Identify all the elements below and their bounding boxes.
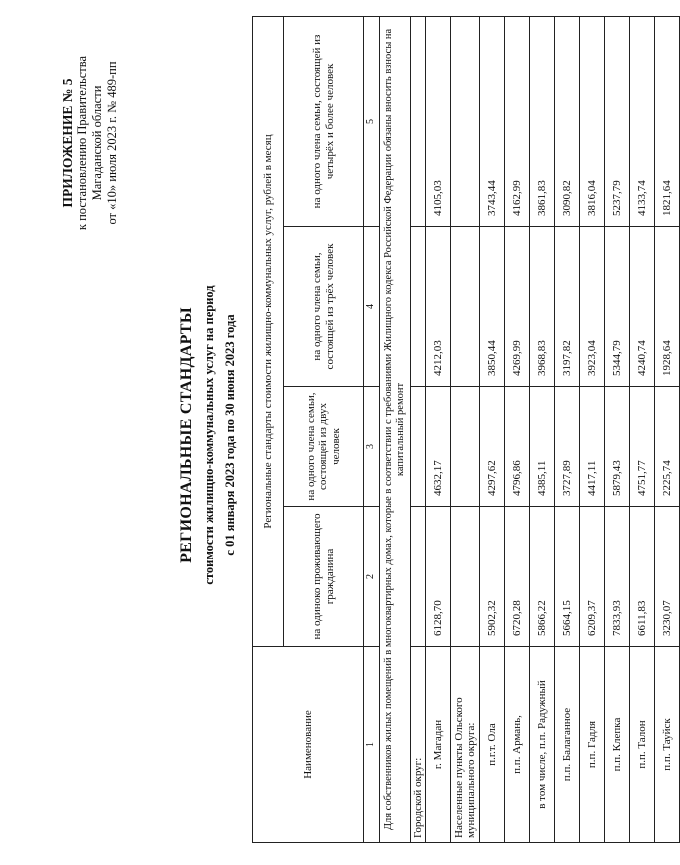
column-number: 4 xyxy=(364,227,380,387)
empty-cell xyxy=(451,507,480,647)
document-title: РЕГИОНАЛЬНЫЕ СТАНДАРТЫ xyxy=(178,307,195,563)
table-row xyxy=(505,16,530,842)
note-row xyxy=(379,16,410,842)
row-value: 4212,03 xyxy=(426,227,451,387)
row-value: 4297,62 xyxy=(480,387,505,507)
row-name: п.п. Тауйск xyxy=(655,647,680,843)
row-value: 5902,32 xyxy=(480,507,505,647)
document-subtitle-1: стоимости жилищно-коммунальных услуг на период xyxy=(202,285,216,585)
row-value: 5237,79 xyxy=(605,16,630,226)
header-group: Региональные стандарты стоимости жилищно-коммунальных услуг, рублей в месяц xyxy=(253,16,284,646)
row-value: 3968,83 xyxy=(530,227,555,387)
row-value: 4796,86 xyxy=(505,387,530,507)
row-value: 4162,99 xyxy=(505,16,530,226)
row-value: 6128,70 xyxy=(426,507,451,647)
row-value: 3197,82 xyxy=(555,227,580,387)
column-number: 1 xyxy=(364,647,380,843)
header-name: Наименование xyxy=(253,647,364,843)
header-col-5: на одного члена семьи, состоящей из четырёх и более человек xyxy=(284,16,364,226)
column-number: 2 xyxy=(364,507,380,647)
row-value: 3090,82 xyxy=(555,16,580,226)
row-value: 2225,74 xyxy=(655,387,680,507)
appendix-line-3: от «10» июля 2023 г. № 489-пп xyxy=(105,61,119,225)
table-row xyxy=(605,16,630,842)
empty-cell xyxy=(451,387,480,507)
empty-cell xyxy=(451,16,480,226)
row-name: п.п. Гадля xyxy=(580,647,605,843)
row-value: 4632,17 xyxy=(426,387,451,507)
appendix-block xyxy=(60,23,120,263)
row-name: в том числе, п.п. Радужный xyxy=(530,647,555,843)
row-value: 4105,03 xyxy=(426,16,451,226)
table-row xyxy=(530,16,555,842)
row-name: п.п. Клепка xyxy=(605,647,630,843)
row-name: г. Магадан xyxy=(426,647,451,843)
row-value: 3727,89 xyxy=(555,387,580,507)
note-text: Для собственников жилых помещений в многоквартирных домах, которые в соответствии с требованиями Жилищного кодекса Российской Федерации обязаны вносить взносы на капитальный ремонт xyxy=(379,16,410,842)
row-value: 4133,74 xyxy=(630,16,655,226)
table-row xyxy=(426,16,451,842)
row-value: 6611,83 xyxy=(630,507,655,647)
header-col-2: на одиноко проживающего гражданина xyxy=(284,507,364,647)
row-value: 1821,64 xyxy=(655,16,680,226)
document-heading xyxy=(178,125,238,745)
table-row xyxy=(580,16,605,842)
group-row-city xyxy=(410,16,426,842)
row-value: 5879,43 xyxy=(605,387,630,507)
row-value: 4240,74 xyxy=(630,227,655,387)
row-value: 3923,04 xyxy=(580,227,605,387)
row-value: 3816,04 xyxy=(580,16,605,226)
column-number: 5 xyxy=(364,16,380,226)
table-row xyxy=(480,16,505,842)
row-value: 1928,64 xyxy=(655,227,680,387)
city-rows xyxy=(426,16,451,842)
row-value: 7833,93 xyxy=(605,507,630,647)
standards-table xyxy=(252,16,680,843)
column-number: 3 xyxy=(364,387,380,507)
header-col-4: на одного члена семьи, состоящей из трёх человек xyxy=(284,227,364,387)
row-value: 4385,11 xyxy=(530,387,555,507)
appendix-line-2: Магаданской области xyxy=(90,85,104,201)
row-value: 6720,28 xyxy=(505,507,530,647)
row-name: п.п. Балаганное xyxy=(555,647,580,843)
appendix-title: ПРИЛОЖЕНИЕ № 5 xyxy=(60,78,75,208)
row-value: 3861,83 xyxy=(530,16,555,226)
table-row xyxy=(630,16,655,842)
header-col-3: на одного члена семьи, состоящей из двух человек xyxy=(284,387,364,507)
empty-cell xyxy=(451,227,480,387)
column-numbers-row xyxy=(364,16,380,842)
table-row xyxy=(655,16,680,842)
header-row-1 xyxy=(253,16,284,842)
group-label: Городской округ: xyxy=(410,647,426,843)
row-value: 4751,77 xyxy=(630,387,655,507)
row-value: 6209,37 xyxy=(580,507,605,647)
row-name: п.п. Талон xyxy=(630,647,655,843)
row-value: 4269,99 xyxy=(505,227,530,387)
ola-rows xyxy=(480,16,680,842)
row-value: 5344,79 xyxy=(605,227,630,387)
empty-cell xyxy=(410,227,426,387)
row-value: 3743,44 xyxy=(480,16,505,226)
empty-cell xyxy=(410,16,426,226)
group-row-ola xyxy=(451,16,480,842)
row-value: 4417,11 xyxy=(580,387,605,507)
table-row xyxy=(555,16,580,842)
row-name: п.п. Армань, xyxy=(505,647,530,843)
row-value: 3850,44 xyxy=(480,227,505,387)
empty-cell xyxy=(410,387,426,507)
group-label: Населенные пункты Ольского муниципального округа: xyxy=(451,647,480,843)
row-value: 5664,15 xyxy=(555,507,580,647)
row-value: 3230,07 xyxy=(655,507,680,647)
row-name: п.г.т. Ола xyxy=(480,647,505,843)
empty-cell xyxy=(410,507,426,647)
appendix-line-1: к постановлению Правительства xyxy=(75,55,89,231)
row-value: 5866,22 xyxy=(530,507,555,647)
document-subtitle-2: с 01 января 2023 года по 30 июня 2023 года xyxy=(223,314,237,556)
